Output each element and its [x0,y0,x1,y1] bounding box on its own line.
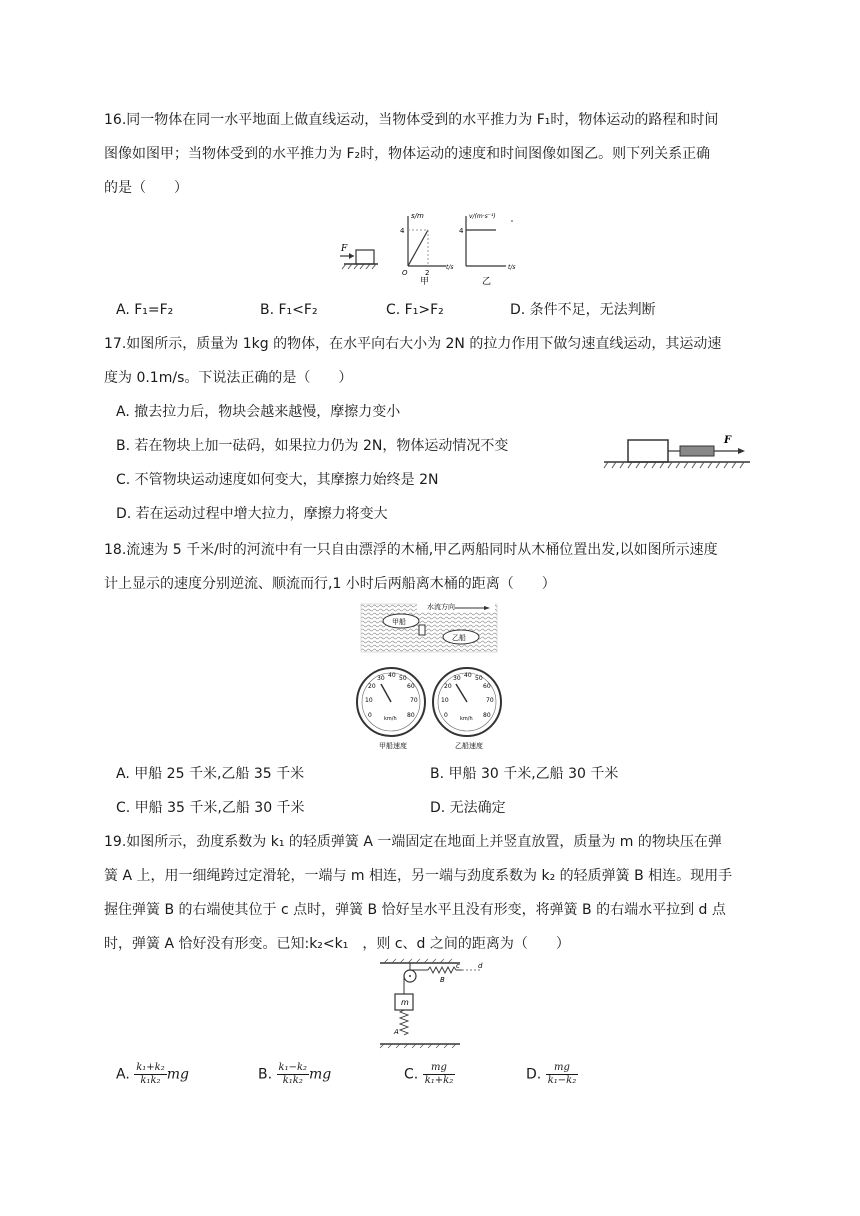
q17-figure [600,426,760,472]
q18-option-b[interactable]: B. 甲船 30 千米,乙船 30 千米 [430,766,619,782]
spring-b [428,967,456,973]
svg-text:0: 0 [444,712,448,719]
q16-option-c[interactable]: C. F₁>F₂ [386,302,444,318]
svg-text:4: 4 [459,227,464,235]
svg-text:km/h: km/h [460,716,473,722]
svg-text:10: 10 [441,697,449,704]
q18-option-a[interactable]: A. 甲船 25 千米,乙船 35 千米 [116,766,305,782]
q19-option-d[interactable]: D. $\frac{mg}{\text{k₁−k₂}}$ [526,1062,577,1086]
svg-text:甲船速度: 甲船速度 [379,742,407,750]
svg-text:A: A [394,1028,399,1036]
fraction: $\frac{mg}{\text{k₁−k₂}}$ [547,1062,577,1086]
svg-text:10: 10 [365,697,373,704]
barrel [419,625,425,635]
svg-text:m: m [401,998,409,1007]
block [356,250,374,264]
q19-option-a[interactable]: A. $\frac{\text{k₁+k₂}}{\text{k₁k₂}}$ mg [116,1062,189,1086]
svg-text:甲船: 甲船 [392,618,406,626]
q19-stem-line-4: 时，弹簧 A 恰好没有形变。已知:k₂<k₁ ，则 c、d 之间的距离为（ ） [104,936,570,952]
q17-option-a[interactable]: A. 撤去拉力后，物块会越来越慢，摩擦力变小 [116,404,401,420]
svg-text:d: d [478,962,483,970]
q19-stem-line-3: 握住弹簧 B 的右端使其位于 c 点时，弹簧 B 恰好呈水平且没有形变，将弹簧 B 的右端水平拉到 d 点 [104,902,726,918]
svg-text:30: 30 [453,675,461,682]
svg-text:t/s: t/s [508,264,516,271]
svg-text:40: 40 [388,672,396,679]
s-t-line [408,230,428,266]
svg-text:20: 20 [444,683,452,690]
q16-option-d[interactable]: D. 条件不足，无法判断 [510,302,656,318]
svg-text:50: 50 [475,675,483,682]
q17-stem-line-1: 17.如图所示，质量为 1kg 的物体，在水平向右大小为 2N 的拉力作用下做匀速直线运动，其运动速 [104,336,722,352]
svg-text:乙船: 乙船 [452,634,466,642]
svg-text:60: 60 [407,683,415,690]
svg-text:水流方向: 水流方向 [427,603,455,611]
q17-stem-line-2: 度为 0.1m/s。下说法正确的是（ ） [104,370,353,386]
svg-text:2: 2 [425,269,430,277]
svg-text:70: 70 [486,697,494,704]
q16-option-b[interactable]: B. F₁<F₂ [260,302,318,318]
svg-text:30: 30 [377,675,385,682]
svg-text:60: 60 [483,683,491,690]
svg-text:40: 40 [464,672,472,679]
svg-text:甲: 甲 [420,277,430,287]
svg-text:t/s: t/s [446,264,454,271]
fraction: $\frac{\text{k₁+k₂}}{\text{k₁k₂}}$ [136,1062,165,1086]
svg-text:50: 50 [399,675,407,682]
svg-text:4: 4 [400,227,405,235]
spring-a [400,1010,408,1035]
q17-option-b[interactable]: B. 若在物块上加一砝码，如果拉力仍为 2N，物体运动情况不变 [116,438,509,454]
gauge-jia [357,668,425,750]
svg-text:0: 0 [368,712,372,719]
svg-text:v/(m·s⁻¹): v/(m·s⁻¹) [469,213,496,220]
q17-option-d[interactable]: D. 若在运动过程中增大拉力，摩擦力将变大 [116,506,388,522]
gauge-yi [433,668,501,750]
q18-figure [355,600,505,754]
svg-text:F: F [724,435,732,446]
fraction: $\frac{mg}{\text{k₁+k₂}}$ [424,1062,454,1086]
svg-text:20: 20 [368,683,376,690]
svg-text:乙船速度: 乙船速度 [455,742,483,750]
q18-stem-line-2: 计上显示的速度分别逆流、顺流而行,1 小时后两船离木桶的距离（ ） [104,576,556,592]
q18-stem-line-1: 18.流速为 5 千米/时的河流中有一只自由漂浮的木桶,甲乙两船同时从木桶位置出发,以如图所示速度 [104,542,718,558]
q16-figure [332,204,532,290]
q19-option-c[interactable]: C. $\frac{mg}{\text{k₁+k₂}}$ [404,1062,454,1086]
svg-text:km/h: km/h [384,716,397,722]
q17-option-c[interactable]: C. 不管物块运动速度如何变大，其摩擦力始终是 2N [116,472,439,488]
q18-option-d[interactable]: D. 无法确定 [430,800,506,816]
q19-stem-line-2: 簧 A 上，用一细绳跨过定滑轮，一端与 m 相连，另一端与劲度系数为 k₂ 的轻质弹簧 B 相连。现用手 [104,868,733,884]
q18-option-c[interactable]: C. 甲船 35 千米,乙船 30 千米 [116,800,305,816]
svg-text:乙: 乙 [482,277,492,287]
q16-stem-line-3: 的是（ ） [104,180,188,196]
q19-figure [374,958,494,1052]
force-label: F [341,244,348,254]
svg-text:B: B [440,976,445,984]
q19-stem-line-1: 19.如图所示，劲度系数为 k₁ 的轻质弹簧 A 一端固定在地面上并竖直放置，质量为 m 的物块压在弹 [104,834,722,850]
q19-option-b[interactable]: B. $\frac{\text{k₁−k₂}}{\text{k₁k₂}}$ mg [258,1062,332,1086]
svg-text:80: 80 [407,712,415,719]
svg-text:80: 80 [483,712,491,719]
svg-text:c: c [456,962,460,970]
q16-stem-line-1: 16.同一物体在同一水平地面上做直线运动，当物体受到的水平推力为 F₁时，物体运动的路程和时间 [104,112,719,128]
svg-text:70: 70 [410,697,418,704]
q16-stem-line-2: 图像如图甲；当物体受到的水平推力为 F₂时，物体运动的速度和时间图像如图乙。则下列关系正确 [104,146,711,162]
svg-text:O: O [402,269,408,277]
block [628,440,668,462]
spring-scale [680,446,714,456]
svg-text:s/m: s/m [411,212,424,220]
q16-option-a[interactable]: A. F₁=F₂ [116,302,174,318]
fraction: $\frac{\text{k₁−k₂}}{\text{k₁k₂}}$ [278,1062,308,1086]
